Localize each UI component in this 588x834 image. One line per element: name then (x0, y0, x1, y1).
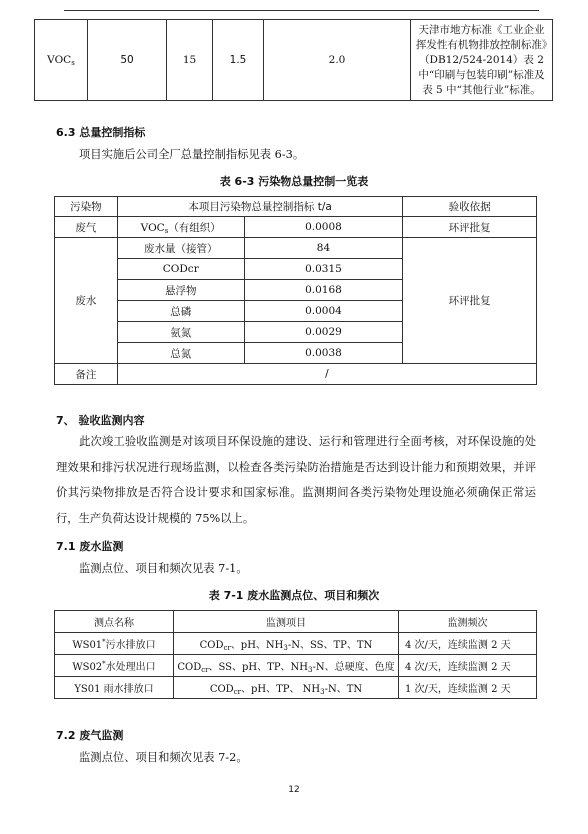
table-row (55, 655, 537, 677)
item-cell: 悬浮物 (117, 280, 244, 301)
category-cell: 废气 (55, 217, 118, 238)
item-cell: CODcr (117, 259, 244, 280)
total-control-table (54, 196, 537, 385)
section-heading-7-1: 7.1 废水监测 (56, 540, 124, 553)
items-cell: $COD_{cr}$、pH、$NH_3-N$、SS、TP、TN (174, 633, 399, 655)
basis-cell: 环评批复 (403, 217, 537, 238)
value-cell: 0.0168 (244, 280, 403, 301)
table-row (35, 20, 553, 101)
item-cell: $VOC_s$（有组织） (117, 217, 244, 238)
item-cell: 氨氮 (117, 322, 244, 343)
point-cell: WS02*水处理出口 (55, 655, 174, 677)
wastewater-monitoring-table (54, 610, 537, 699)
column-header: 验收依据 (403, 197, 537, 217)
pollutant-cell (35, 20, 88, 101)
note-value-cell: / (117, 364, 536, 385)
freq-cell: 4 次/天，连续监测 2 天 (399, 633, 537, 655)
value-cell: 1.5 (213, 20, 264, 101)
intro-text: 监测点位、项目和频次见表 7-1。 (79, 562, 248, 575)
standard-cell: 天津市地方标准《工业企业挥发性有机物排放控制标准》（DB12/524-2014）表 2 中“印刷与包装印刷”标准及表 5 中“其他行业”标准。 (411, 20, 553, 101)
table-row (55, 238, 537, 259)
value-cell: 0.0008 (244, 217, 403, 238)
table-header-row (55, 197, 537, 217)
item-cell: 总氮 (117, 343, 244, 364)
column-header: 监测频次 (399, 611, 537, 633)
intro-text: 监测点位、项目和频次见表 7-2。 (79, 751, 248, 764)
column-header: 污染物 (55, 197, 118, 217)
section-heading-7: 7、 验收监测内容 (56, 414, 145, 427)
freq-cell: 4 次/天，连续监测 2 天 (399, 655, 537, 677)
emission-standard-table (34, 19, 553, 101)
section-heading-6-3: 6.3 总量控制指标 (56, 126, 146, 139)
table-header-row (55, 611, 537, 633)
value-cell: 2.0 (264, 20, 411, 101)
table-7-1-caption: 表 7-1 废水监测点位、项目和频次 (208, 589, 380, 602)
value-cell: 0.0315 (244, 259, 403, 280)
items-cell: $COD_{cr}$、SS、pH、TP、$NH_3-N$、总硬度、色度 (174, 655, 399, 677)
column-header: 监测项目 (174, 611, 399, 633)
items-cell: $COD_{cr}$、pH、TP、 $NH_3-N$、TN (174, 677, 399, 699)
table-row (55, 217, 537, 238)
section-7-paragraph (56, 429, 536, 531)
table-6-3-caption: 表 6-3 污染物总量控制一览表 (219, 175, 369, 188)
intro-text: 项目实施后公司全厂总量控制指标见表 6-3。 (79, 148, 305, 161)
point-cell: WS01*污水排放口 (55, 633, 174, 655)
section-7-2-intro (56, 745, 536, 771)
value-cell: 50 (88, 20, 167, 101)
pollutant-text: $VOC_s$ (47, 53, 75, 67)
note-label-cell: 备注 (55, 364, 118, 385)
section-7-1-intro (56, 556, 536, 582)
value-cell: 15 (167, 20, 213, 101)
value-cell: 0.0038 (244, 343, 403, 364)
table-row (55, 677, 537, 699)
point-cell: YS01 雨水排放口 (55, 677, 174, 699)
column-header: 测点名称 (55, 611, 174, 633)
page-number: 12 (288, 785, 300, 795)
value-cell: 0.0004 (244, 301, 403, 322)
table-row (55, 633, 537, 655)
table-row (55, 364, 537, 385)
section-heading-7-2: 7.2 废气监测 (56, 729, 124, 742)
basis-cell: 环评批复 (403, 238, 537, 364)
header-rule (64, 10, 539, 11)
value-cell: 84 (244, 238, 403, 259)
item-cell: 总磷 (117, 301, 244, 322)
value-cell: 0.0029 (244, 322, 403, 343)
freq-cell: 1 次/天，连续监测 2 天 (399, 677, 537, 699)
column-header: 本项目污染物总量控制指标 t/a (117, 197, 402, 217)
category-cell: 废水 (55, 238, 118, 364)
paragraph-text: 此次竣工验收监测是对该项目环保设施的建设、运行和管理进行全面考核，对环保设施的处理效果和排污状况进行现场监测，以检查各类污染防治措施是否达到设计能力和预期效果，并评价其污染物排放是否符合设计要求和国家标准。监测期间各类污染物处理设施必须确保正常运行，生产负荷达设计规模的 75%以上。 (56, 435, 536, 525)
item-cell: 废水量（接管） (117, 238, 244, 259)
section-6-3-intro (56, 142, 536, 168)
